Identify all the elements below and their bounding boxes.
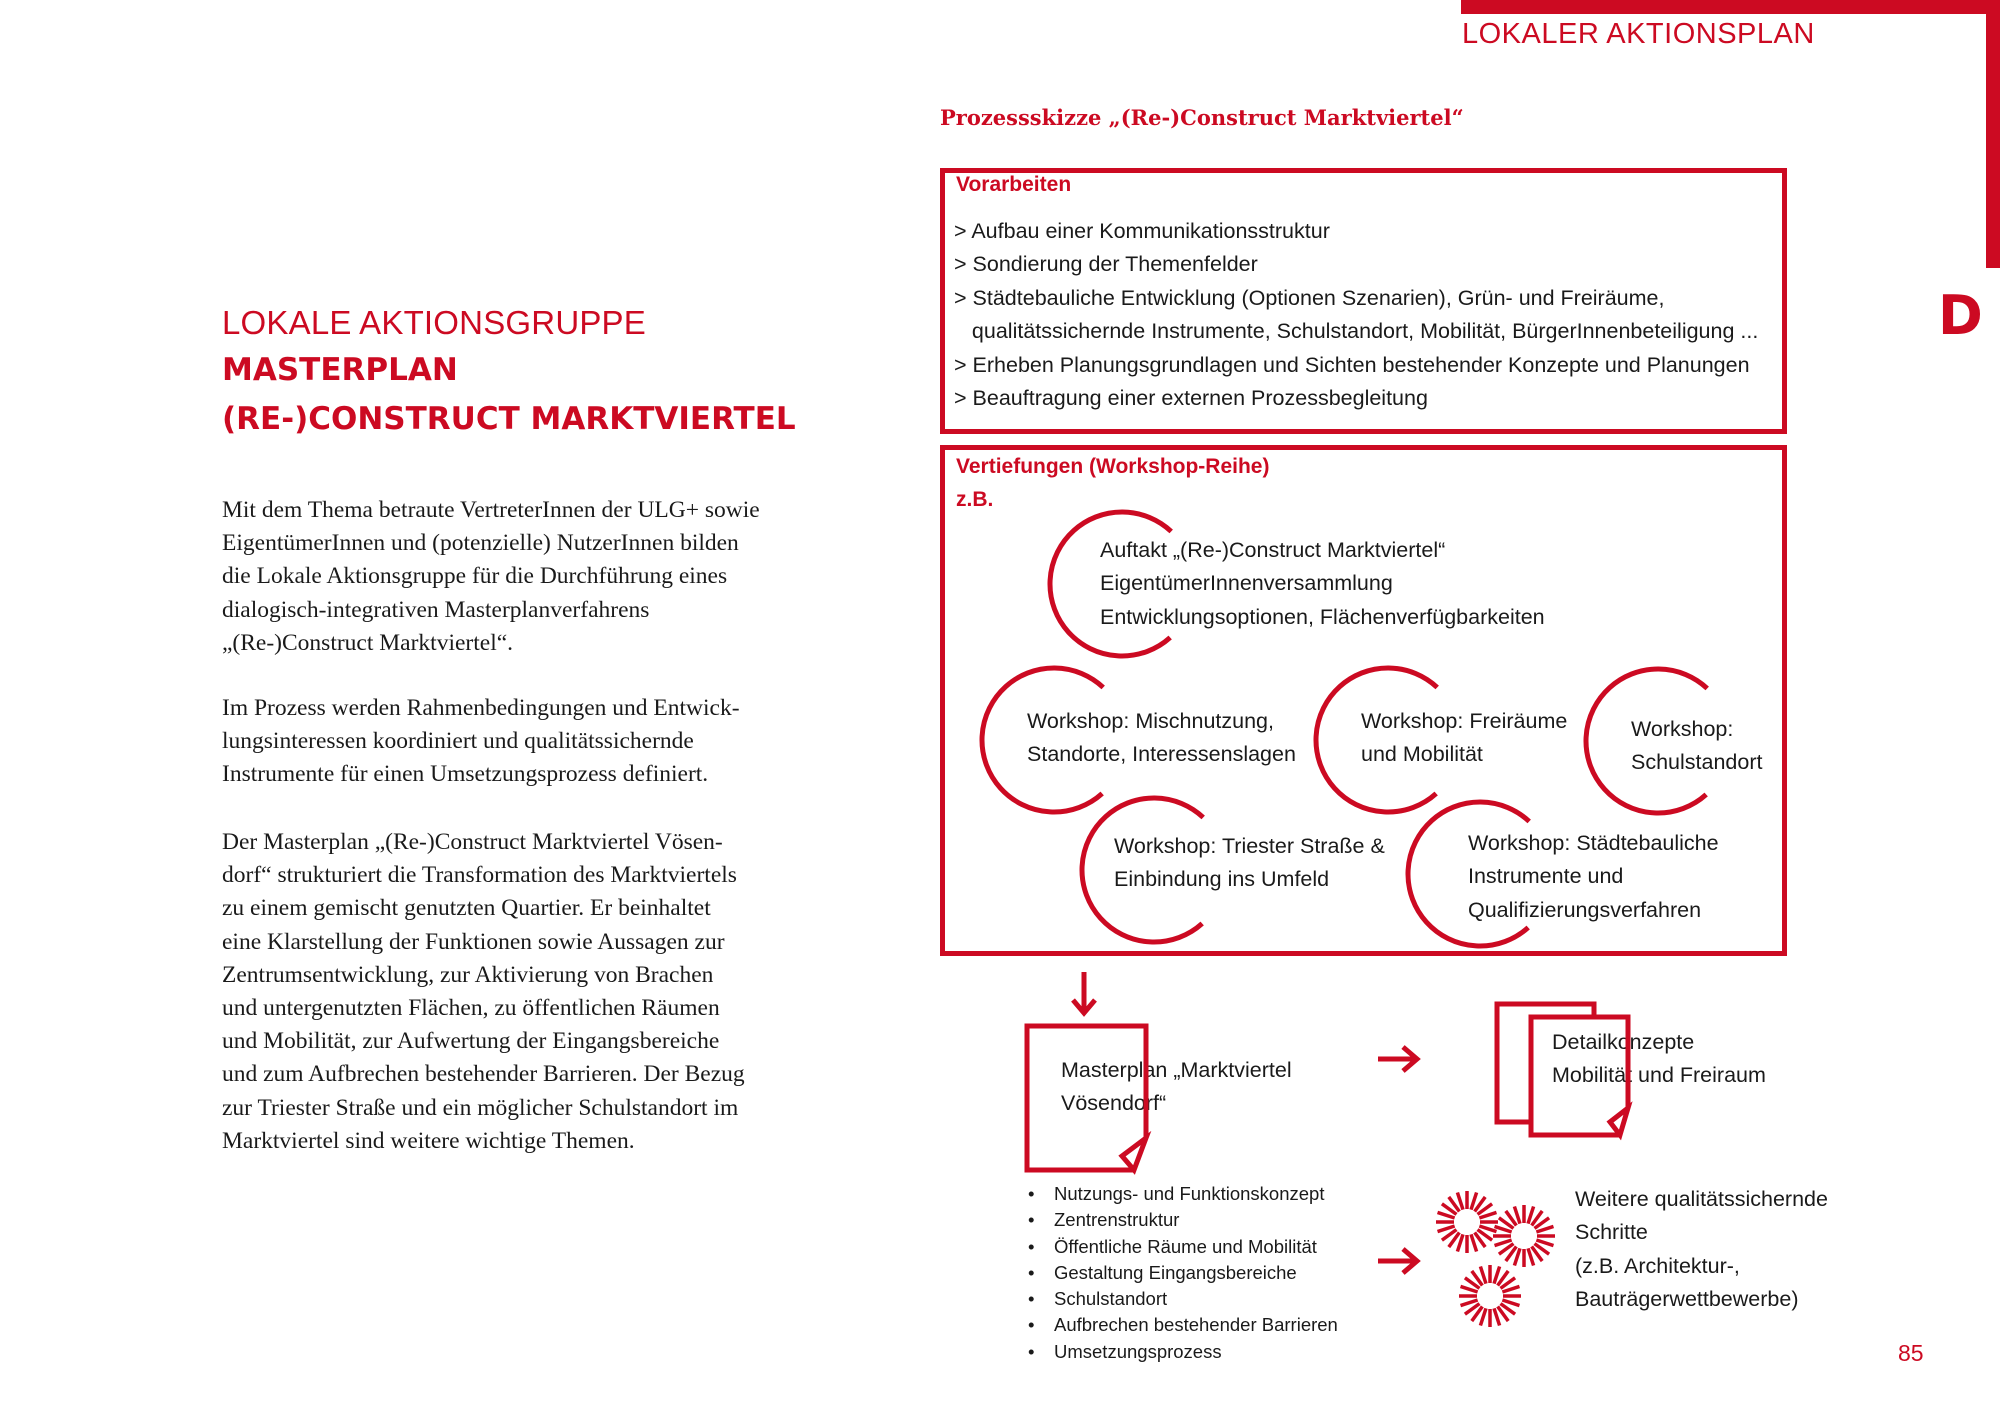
text-line: Auftakt „(Re-)Construct Marktviertel“ [1100, 538, 1446, 562]
text-line: Der Masterplan „(Re-)Construct Marktviertel Vösen- [222, 829, 723, 855]
paragraph [222, 826, 745, 1158]
text-line: lungsinteressen koordiniert und qualitätssichernde [222, 728, 694, 755]
arrow-down-icon [1073, 972, 1095, 1013]
starburst-icon [1459, 1265, 1521, 1327]
workshop-staedtebau [1468, 827, 1719, 927]
header-bar [1461, 0, 2000, 14]
workshop-auftakt [1100, 534, 1545, 634]
text-line: „(Re-)Construct Marktviertel“. [222, 629, 514, 656]
page-number: 85 [1898, 1340, 1924, 1366]
text-line: dorf“ strukturiert die Transformation des Marktviertels [222, 862, 737, 889]
chapter-letter: D [1938, 284, 1983, 347]
workshop-triester [1114, 830, 1385, 897]
vertiefungen-sub: z.B. [956, 488, 994, 511]
masterplan-bullets [1028, 1181, 1338, 1365]
text-line: Workshop: Städtebauliche [1468, 831, 1719, 855]
text-line: (z.B. Architektur-, [1575, 1253, 1740, 1278]
diagram-title: Prozessskizze „(Re-)Construct Marktviertel“ [940, 105, 1464, 130]
text-line: zur Triester Straße und ein möglicher Schulstandort im [222, 1094, 739, 1121]
paragraph [222, 494, 760, 660]
paragraph [222, 692, 740, 792]
text-line: • Gestaltung Eingangsbereiche [1028, 1260, 1338, 1286]
group-subtitle: LOKALE AKTIONSGRUPPE [222, 304, 646, 341]
text-line: qualitätssichernde Instrumente, Schulstandort, Mobilität, BürgerInnenbeteiligung ... [954, 319, 1759, 344]
text-line: Marktviertel sind weitere wichtige Themen. [222, 1127, 635, 1154]
text-line: • Umsetzungsprozess [1028, 1339, 1338, 1365]
text-line: Masterplan „Marktviertel [1061, 1058, 1292, 1082]
vorarbeiten-list [954, 215, 1758, 415]
text-line: Qualifizierungsverfahren [1468, 897, 1702, 922]
vertiefungen-heading: Vertiefungen (Workshop-Reihe) [956, 455, 1270, 478]
text-line: und zum Aufbrechen bestehender Barrieren. Der Bezug [222, 1061, 745, 1088]
chapter-side-bar [1986, 0, 2000, 268]
text-line: Workshop: Triester Straße & [1114, 834, 1385, 858]
text-line: EigentümerInnenversammlung [1100, 571, 1393, 596]
text-line: Vösendorf“ [1061, 1091, 1167, 1116]
text-line: • Öffentliche Räume und Mobilität [1028, 1234, 1338, 1260]
text-line: > Städtebauliche Entwicklung (Optionen Szenarien), Grün- und Freiräume, [954, 285, 1665, 310]
text-line: Detailkonzepte [1552, 1030, 1695, 1054]
text-line: Im Prozess werden Rahmenbedingungen und Entwick- [222, 695, 740, 721]
text-line: Workshop: Freiräume [1361, 709, 1568, 733]
text-line: Mobilität und Freiraum [1552, 1063, 1766, 1088]
text-line: • Aufbrechen bestehender Barrieren [1028, 1312, 1338, 1338]
starburst-icon [1436, 1191, 1498, 1253]
text-line: • Schulstandort [1028, 1286, 1338, 1312]
text-line: Workshop: [1631, 717, 1734, 741]
text-line: eine Klarstellung der Funktionen sowie Aussagen zur [222, 928, 725, 955]
text-line: Workshop: Mischnutzung, [1027, 709, 1274, 733]
text-line: und Mobilität [1361, 742, 1483, 767]
text-line: Weitere qualitätssichernde [1575, 1187, 1828, 1211]
text-line: Entwicklungsoptionen, Flächenverfügbarkeiten [1100, 604, 1545, 629]
text-line: Instrumente und [1468, 864, 1624, 889]
text-line: zu einem gemischt genutzten Quartier. Er beinhaltet [222, 895, 711, 922]
text-line: Schritte [1575, 1220, 1648, 1245]
text-line: • Nutzungs- und Funktionskonzept [1028, 1181, 1338, 1207]
text-line: Standorte, Interessenslagen [1027, 742, 1296, 767]
text-line: > Aufbau einer Kommunikationsstruktur [954, 219, 1330, 243]
text-line: und Mobilität, zur Aufwertung der Eingangsbereiche [222, 1028, 720, 1055]
text-line: > Erheben Planungsgrundlagen und Sichten bestehender Konzepte und Planungen [954, 352, 1750, 377]
text-line: • Zentrenstruktur [1028, 1207, 1338, 1233]
text-line: Einbindung ins Umfeld [1114, 867, 1330, 892]
section-title: LOKALER AKTIONSPLAN [1462, 18, 1815, 50]
text-line: Zentrumsentwicklung, zur Aktivierung von Brachen [222, 961, 714, 988]
arrow-right-icon [1378, 1249, 1417, 1273]
heading-line: MASTERPLAN [222, 352, 458, 388]
text-line: > Beauftragung einer externen Prozessbegleitung [954, 386, 1428, 411]
workshop-freiraeume [1361, 705, 1567, 772]
text-line: > Sondierung der Themenfelder [954, 252, 1258, 277]
arrow-right-icon [1378, 1047, 1417, 1071]
text-line: die Lokale Aktionsgruppe für die Durchführung eines [222, 563, 728, 590]
text-line: Mit dem Thema betraute VertreterInnen der ULG+ sowie [222, 497, 760, 523]
vorarbeiten-heading: Vorarbeiten [956, 173, 1072, 196]
text-line: und untergenutzten Flächen, zu öffentlichen Räumen [222, 995, 720, 1022]
text-line: Instrumente für einen Umsetzungsprozess definiert. [222, 761, 709, 788]
text-line: Bauträgerwettbewerbe) [1575, 1287, 1799, 1312]
text-line: Schulstandort [1631, 750, 1763, 775]
workshop-schulstandort [1631, 713, 1762, 780]
detail-label [1552, 1026, 1766, 1093]
further-steps-label [1575, 1183, 1828, 1317]
masterplan-label [1061, 1054, 1292, 1121]
heading-line: (RE-)CONSTRUCT MARKTVIERTEL [222, 401, 796, 437]
starburst-icon [1493, 1205, 1555, 1267]
text-line: EigentümerInnen und (potenzielle) NutzerInnen bilden [222, 530, 739, 557]
text-line: dialogisch-integrativen Masterplanverfahrens [222, 596, 650, 623]
workshop-mischnutzung [1027, 705, 1296, 772]
